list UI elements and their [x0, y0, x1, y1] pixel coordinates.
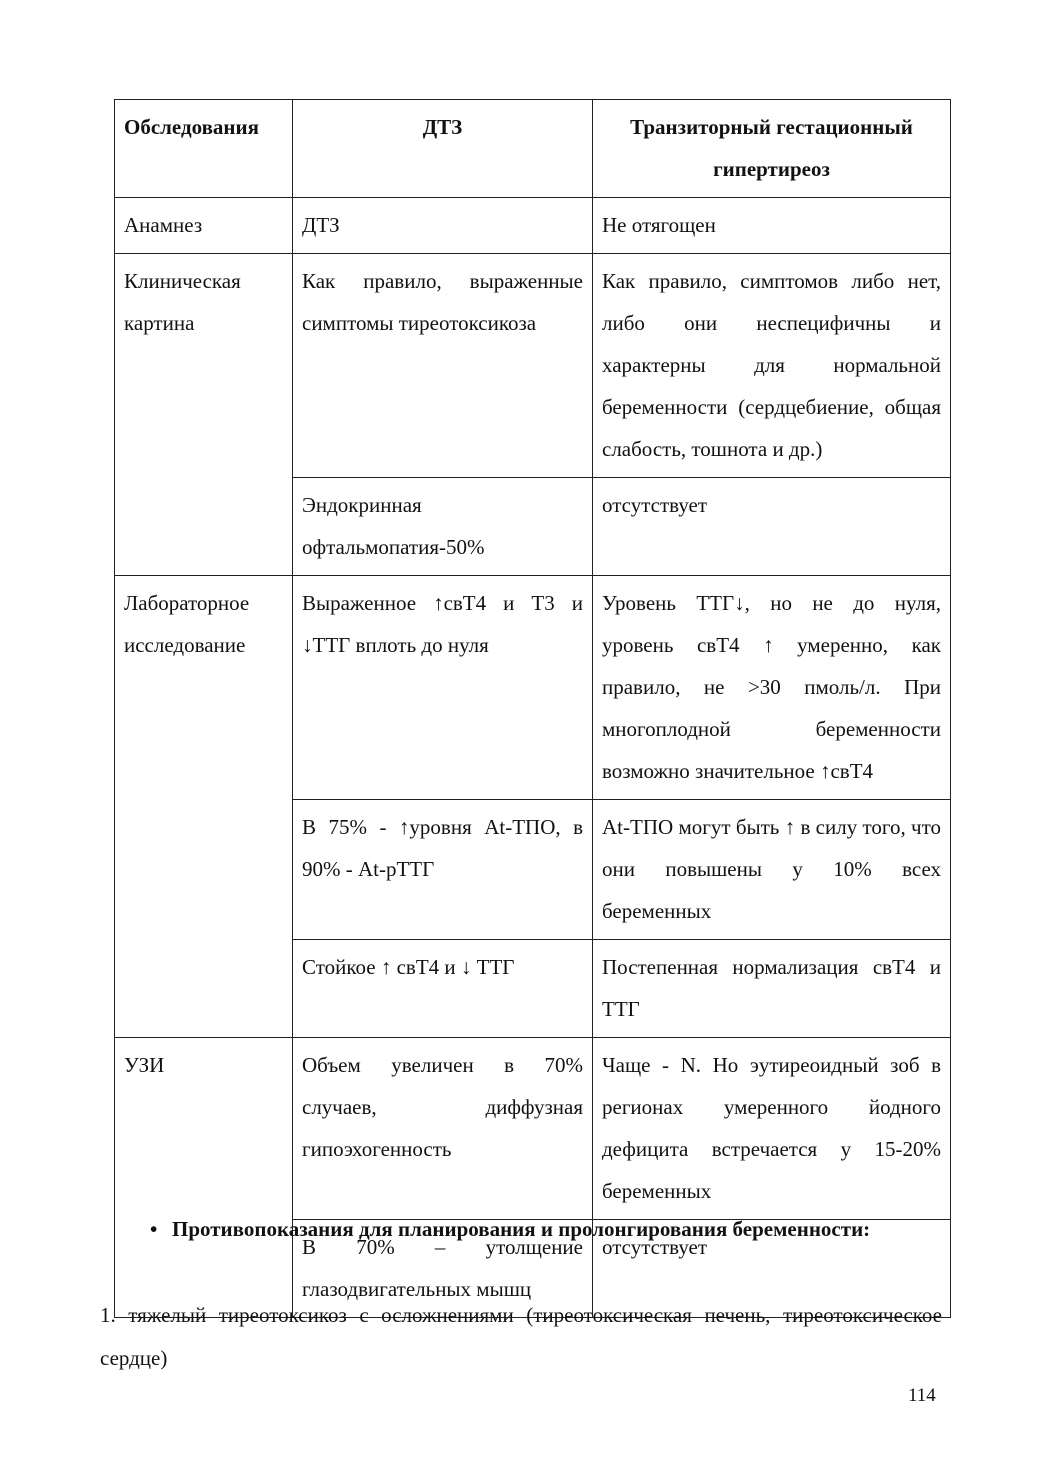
row-label-anamnesis: Анамнез — [115, 198, 293, 254]
table-row — [115, 254, 951, 478]
contraindications-heading — [100, 1208, 942, 1251]
page-number: 114 — [908, 1385, 936, 1406]
table-row — [115, 198, 951, 254]
comparison-table — [114, 99, 951, 1318]
cell-dtz: ДТЗ — [293, 198, 593, 254]
row-label-laboratory: Лабораторное исследование — [115, 576, 293, 1038]
list-item: 1. тяжелый тиреотоксикоз с осложнениями (тиреотоксическая печень, тиреотоксическое сердце) — [100, 1303, 942, 1370]
contraindications-heading-text: Противопоказания для планирования и пролонгирования беременности: — [172, 1217, 871, 1241]
table-row — [115, 1038, 951, 1220]
header-dtz: ДТЗ — [293, 100, 593, 198]
header-tgg: Транзиторный гестационный гипертиреоз — [593, 100, 951, 198]
bullet-icon: • — [150, 1217, 158, 1241]
cell-dtz: Эндокринная офтальмопатия-50% — [293, 478, 593, 576]
row-label-clinical: Клиническая картина — [115, 254, 293, 576]
cell-tgg: отсутствует — [593, 1220, 951, 1318]
header-examinations: Обследования — [115, 100, 293, 198]
row-label-ultrasound: УЗИ — [115, 1038, 293, 1318]
cell-dtz: В 70% – утолщение глазодвигательных мышц — [293, 1220, 593, 1318]
cell-tgg: отсутствует — [593, 478, 951, 576]
cell-dtz: Выраженное ↑свТ4 и Т3 и ↓ТТГ вплоть до нуля — [293, 576, 593, 800]
cell-dtz: Стойкое ↑ свТ4 и ↓ ТТГ — [293, 940, 593, 1038]
cell-tgg: At-ТПО могут быть ↑ в силу того, что они повышены у 10% всех беременных — [593, 800, 951, 940]
cell-dtz: Объем увеличен в 70% случаев, диффузная гипоэхогенность — [293, 1038, 593, 1220]
cell-tgg: Чаще - N. Но эутиреоидный зоб в регионах умеренного йодного дефицита встречается у 15-20% беременных — [593, 1038, 951, 1220]
table-row — [115, 576, 951, 800]
cell-tgg: Уровень ТТГ↓, но не до нуля, уровень свТ4 ↑ умеренно, как правило, не >30 пмоль/л. При многоплодной беременности возможно значительное ↑свТ4 — [593, 576, 951, 800]
table-header-row — [115, 100, 951, 198]
cell-dtz: В 75% - ↑уровня At-ТПО, в 90% - At-рТТГ — [293, 800, 593, 940]
cell-tgg: Постепенная нормализация свТ4 и ТТГ — [593, 940, 951, 1038]
cell-tgg: Как правило, симптомов либо нет, либо они неспецифичны и характерны для нормальной беременности (сердцебиение, общая слабость, тошнота и др.) — [593, 254, 951, 478]
cell-dtz: Как правило, выраженные симптомы тиреотоксикоза — [293, 254, 593, 478]
cell-tgg: Не отягощен — [593, 198, 951, 254]
